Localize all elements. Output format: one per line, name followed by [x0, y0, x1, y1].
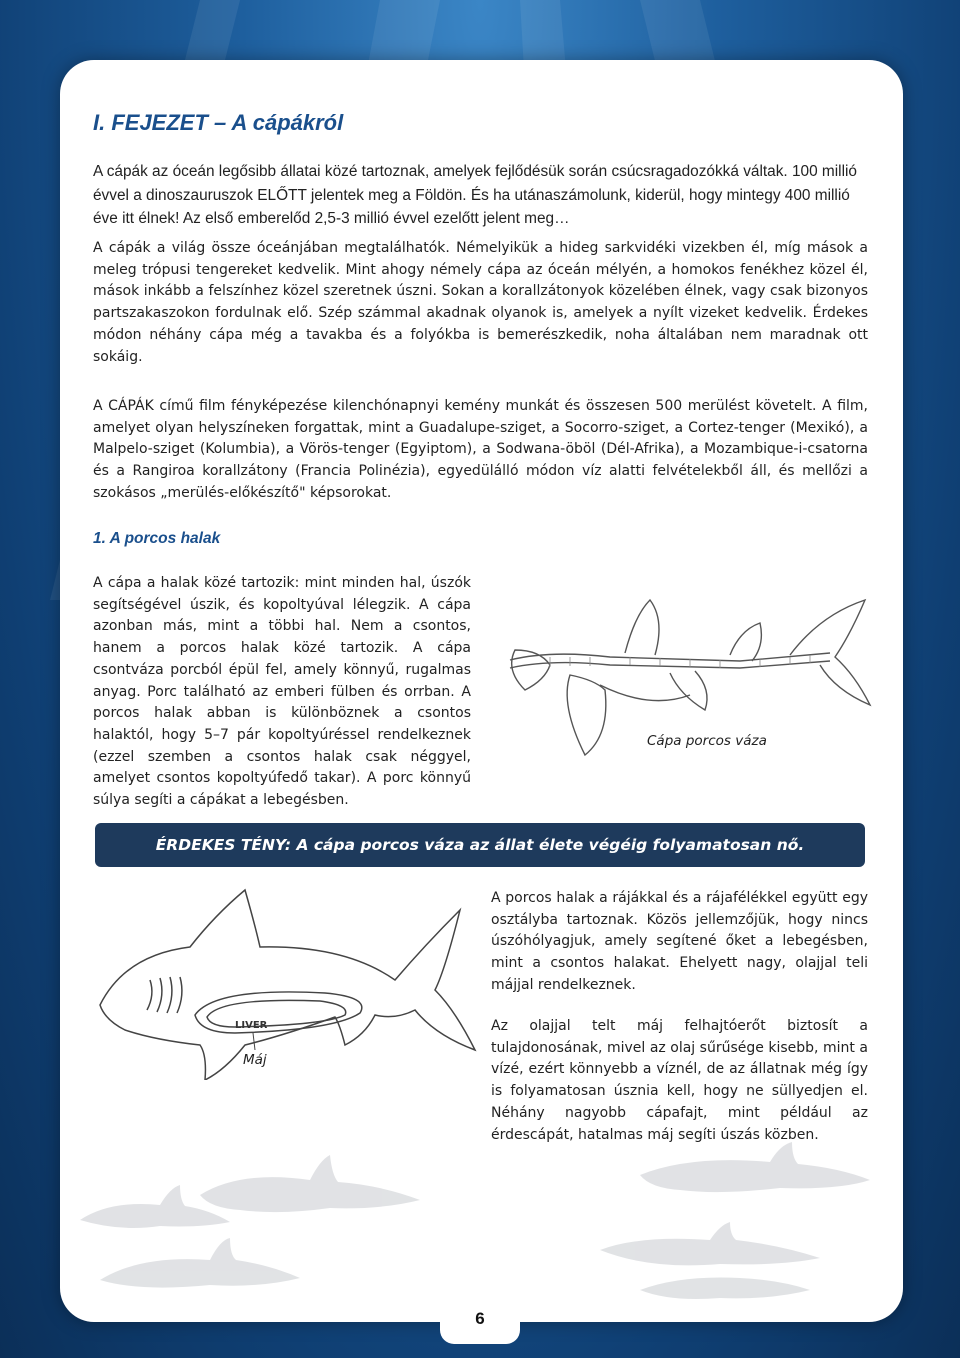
liver-caption: Máj	[243, 1052, 267, 1068]
habitat-paragraph: A cápák a világ össze óceánjában megtalálhatók. Némelyikük a hideg sarkvidéki vizekben él, míg mások a meleg trópusi tengereket kedvelik. Mint ahogy némely cápa az óceán mélyén, a homokos fenékhez közel él, mások inkább a felszínhez közel szeretnek úszni. Sokan a korallzátonyok közelében élnek, vagy csak bizonyos partszakaszokon fordulnak elő. Szép számmal akadnak olyanok is, amelyek a nyílt vizeket kedvelik. Érdekes módon néhány cápa még a tavakba és a folyókba is bemerészkedik, noha általában nem maradnak ott sokáig.	[93, 240, 868, 365]
section-title: 1. A porcos halak	[93, 530, 221, 547]
skeleton-caption: Cápa porcos váza	[647, 733, 767, 749]
page-number: 6	[440, 1294, 520, 1344]
shark-liver-illustration	[95, 885, 480, 1080]
rays-paragraph: A porcos halak a rájákkal és a rájafélékkel együtt egy osztályba tartoznak. Közös jellemzőjük, hogy nincs úszóhólyagjuk, amely segítené őket a lebegésben, mint a csontos halakat. Ehelyett nagy, olajjal teli májjal rendelkeznek.	[491, 890, 868, 993]
chapter-title: I. FEJEZET – A cápákról	[93, 110, 344, 135]
fact-bar: ÉRDEKES TÉNY: A cápa porcos váza az állat élete végéig folyamatosan nő.	[95, 823, 865, 867]
liver-paragraph: Az olajjal telt máj felhajtóerőt biztosít a tulajdonosának, mivel az olaj sűrűsége kisebb, mint a vízé, ezért könnyebb a víznél, de az állatnak még így is folyamatosan úsznia kell, hogy ne süllyedjen el. Néhány nagyobb cápafajt, mint például az érdescápát, hatalmas máj segíti úszás közben.	[491, 1018, 868, 1143]
cartilage-paragraph: A cápa a halak közé tartozik: mint minden hal, úszók segítségével úszik, és kopoltyúval lélegzik. A cápa azonban más, mint a többi hal. Nem a csontos, hanem a porcos halak közé tartozik. A cápa csontváza porcból épül fel, amely könnyű, rugalmas anyag. Porc található az emberi fülben és orrban. A porcos halak abban is különböznek a csontos halaktól, hogy 5–7 pár kopoltyúréssel rendelkeznek (ezzel szemben a csontos halak csak néggyel, amelyet csontos kopoltyúfedő takar). A porc könnyű súlya segíti a cápákat a lebegésben.	[93, 575, 471, 809]
shark-silhouettes-decoration	[80, 1140, 880, 1310]
film-paragraph: A CÁPÁK című film fényképezése kilenchónapnyi kemény munkát és összesen 500 merülést követelt. A film, amelyet olyan helyszíneken forgattak, mint a Guadalupe-sziget, a Socorro-sziget, a Cortez-tenger (Mexikó), a Malpelo-sziget (Kolumbia), a Vörös-tenger (Egyiptom), a Sodwana-öböl (Dél-Afrika), a Mozambique-i-csatorna és a Rangiroa korallzátony (Francia Polinézia), egyedülálló módon víz alatti felvételekből áll, és mellőzi a szokásos „merülés-előkészítő" képsorokat.	[93, 398, 868, 501]
liver-label: LIVER	[235, 1020, 268, 1031]
intro-paragraph: A cápák az óceán legősibb állatai közé tartoznak, amelyek fejlődésük során csúcsragadozókká váltak. 100 millió évvel a dinoszauruszok ELŐTT jelentek meg a Földön. És ha utánaszámolunk, kiderül, hogy mintegy 400 millió éve itt élnek! Az első emberelőd 2,5-3 millió évvel ezelőtt jelent meg…	[93, 163, 857, 227]
